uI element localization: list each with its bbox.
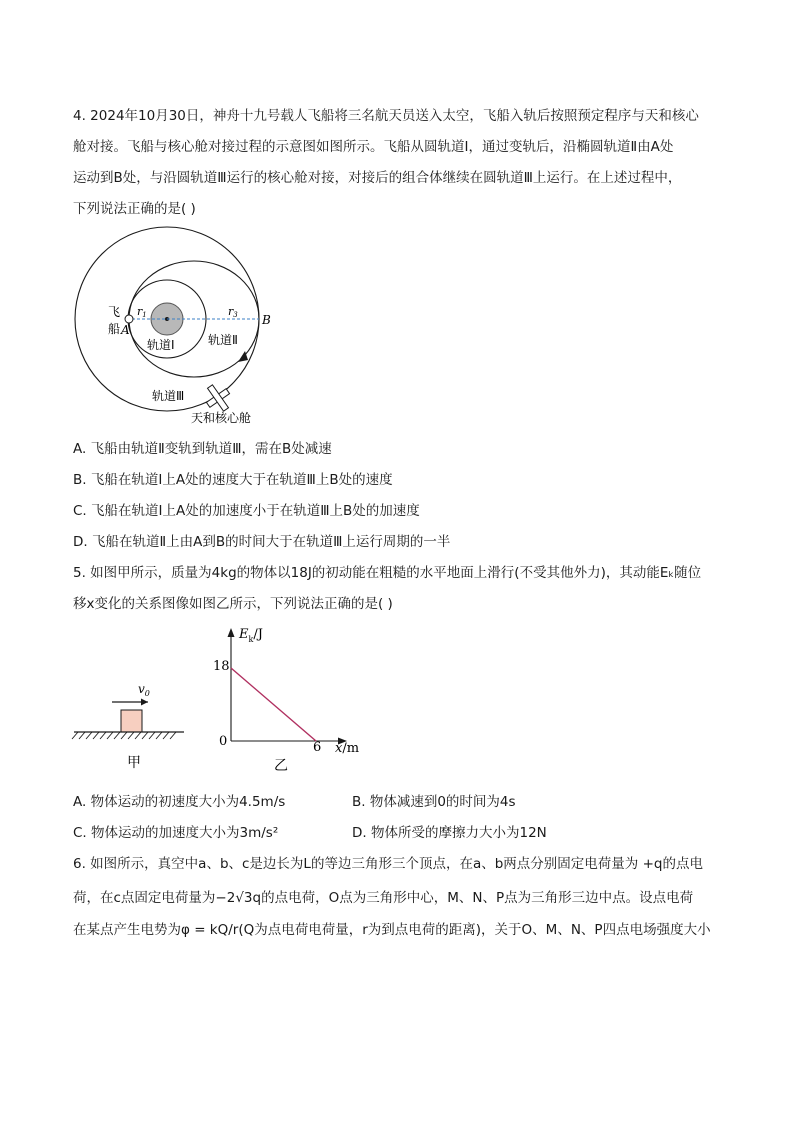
hatch-mark (114, 732, 120, 739)
spacecraft-label-1: 飞 (108, 305, 121, 319)
r3-label: r3 (228, 305, 238, 319)
hatch-mark (149, 732, 155, 739)
hatch-mark (72, 732, 78, 739)
y-axis-label: $E_k/J$ (239, 627, 263, 644)
q5-option-a: A. 物体运动的初速度大小为4.5m/s (73, 794, 286, 810)
q5-line-2: 移x变化的关系图像如图乙所示，下列说法正确的是( ) (73, 596, 393, 612)
hatch-mark (156, 732, 162, 739)
orbit-3-label: 轨道Ⅲ (152, 389, 185, 403)
hatch-mark (79, 732, 85, 739)
hatch-mark (135, 732, 141, 739)
hatch-mark (170, 732, 176, 739)
hatch-mark (107, 732, 113, 739)
velocity-arrowhead (141, 699, 148, 706)
q6-line-1: 6. 如图所示，真空中a、b、c是边长为L的等边三角形三个顶点，在a、b两点分别固定电荷量为 +q的点电 (73, 856, 703, 872)
hatch-mark (163, 732, 169, 739)
ground-hatching (72, 732, 176, 739)
q4-line-3: 运动到B处，与沿圆轨道Ⅲ运行的核心舱对接，对接后的组合体继续在圆轨道Ⅲ上运行。在上述过程中， (73, 170, 682, 186)
v0-label: $v_0$ (138, 682, 150, 698)
block-diagram (70, 680, 195, 775)
q6-line-2: 荷，在c点固定电荷量为−2√3q的点电荷，O点为三角形中心，M、N、P点为三角形三边中点。设点电荷 (73, 890, 694, 906)
point-a-label: A (121, 323, 130, 337)
hatch-mark (121, 732, 127, 739)
y-axis-arrowhead (228, 628, 235, 637)
origin-label: 0 (219, 734, 228, 749)
q6-line-3: 在某点产生电势为φ = kQ/r(Q为点电荷电荷量，r为到点电荷的距离)，关于O、M、N、P四点电场强度大小 (73, 922, 711, 938)
q4-line-2: 舱对接。飞船与核心舱对接过程的示意图如图所示。飞船从圆轨道Ⅰ，通过变轨后，沿椭圆轨道Ⅱ由A处 (73, 139, 674, 155)
orbit-2-label: 轨道Ⅱ (208, 333, 238, 347)
spacecraft-marker (125, 315, 133, 323)
r1-label: r1 (137, 305, 147, 319)
q5-option-c: C. 物体运动的加速度大小为3m/s² (73, 825, 279, 841)
q4-line-1: 4. 2024年10月30日，神舟十九号载人飞船将三名航天员送入太空，飞船入轨后按照预定程序与天和核心 (73, 108, 699, 124)
q4-option-b: B. 飞船在轨道Ⅰ上A处的速度大于在轨道Ⅲ上B处的速度 (73, 472, 393, 488)
station-label: 天和核心舱 (191, 411, 252, 425)
x-tick-label: 6 (313, 740, 322, 755)
label-yi: 乙 (274, 758, 288, 774)
x-axis-label: x/m (335, 741, 360, 756)
q4-option-a: A. 飞船由轨道Ⅱ变轨到轨道Ⅲ，需在B处减速 (73, 441, 332, 457)
label-jia: 甲 (127, 755, 141, 771)
q4-line-4: 下列说法正确的是( ) (73, 201, 196, 217)
q5-option-d: D. 物体所受的摩擦力大小为12N (352, 825, 547, 841)
ek-x-graph (205, 620, 375, 775)
block (121, 710, 142, 732)
q5-option-b: B. 物体减速到0的时间为4s (352, 794, 516, 810)
q5-line-1: 5. 如图甲所示，质量为4kg的物体以18J的初动能在粗糙的水平地面上滑行(不受其他外力)，其动能Eₖ随位 (73, 565, 702, 581)
q4-option-d: D. 飞船在轨道Ⅱ上由A到B的时间大于在轨道Ⅲ上运行周期的一半 (73, 534, 451, 550)
point-b-label: B (262, 313, 271, 327)
orbit-diagram (60, 220, 300, 430)
hatch-mark (128, 732, 134, 739)
q4-option-c: C. 飞船在轨道Ⅰ上A处的加速度小于在轨道Ⅲ上B处的加速度 (73, 503, 420, 519)
hatch-mark (100, 732, 106, 739)
orbit-1-label: 轨道Ⅰ (147, 338, 175, 352)
spacecraft-label-2: 船 (108, 322, 121, 336)
y-tick-label: 18 (213, 659, 230, 674)
hatch-mark (93, 732, 99, 739)
hatch-mark (142, 732, 148, 739)
hatch-mark (86, 732, 92, 739)
series-line (231, 668, 316, 741)
